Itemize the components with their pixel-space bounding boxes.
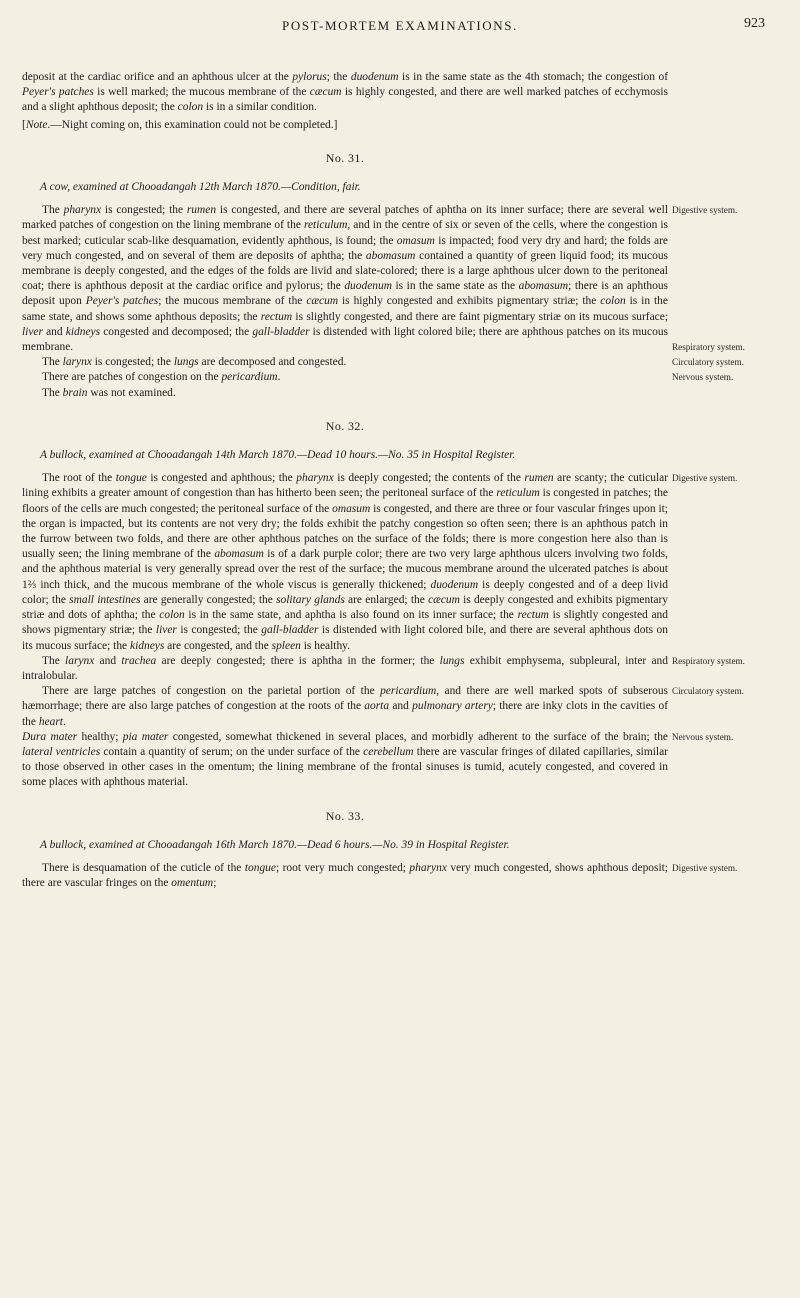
margin-note-nervous: Nervous system.	[672, 731, 734, 742]
page-number: 923	[744, 16, 765, 31]
case-31-number: No. 31.	[325, 150, 365, 165]
case-31-nervous-paragraph: The brain was not examined.	[42, 386, 176, 399]
intro-paragraph: deposit at the cardiac orifice and an aphthous ulcer at the pylorus; the duodenum is in the same state as the 4th stomach; the congestion of Peyer's patches is well marked; the mucous membrane of the cæcum is highly congested, and there are well marked patches of ecchymosis and a slight aphthous deposit; the colon is in a similar condition.	[22, 71, 668, 114]
case-32-circulatory-paragraph: There are large patches of congestion on the parietal portion of the pericardium, and there are well marked spots of subserous hæmorrhage; there are also large patches of congestion at the roots of the aorta and pulmonary artery; there are inky clots in the cavities of the heart.	[22, 685, 668, 728]
case-33-heading: A bullock, examined at Chooadangah 16th March 1870.—Dead 6 hours.—No. 39 in Hospital Register.	[40, 838, 510, 851]
margin-note-digestive: Digestive system.	[672, 205, 738, 216]
case-31-heading: A cow, examined at Chooadangah 12th March 1870.—Condition, fair.	[40, 181, 361, 194]
case-32-heading: A bullock, examined at Chooadangah 14th March 1870.—Dead 10 hours.—No. 35 in Hospital Register.	[40, 449, 516, 462]
intro-note: [Note.—Night coming on, this examination could not be completed.]	[22, 118, 338, 131]
margin-note-circulatory: Circulatory system.	[672, 686, 744, 697]
case-32-digestive-paragraph: The root of the tongue is congested and aphthous; the pharynx is deeply congested; the contents of the rumen are scanty; the cuticular lining exhibits a greater amount of congestion than has hitherto been seen; the peritoneal surface of the reticulum is congested in patches; the floors of the cells are much congested; the peritoneal surface of the omasum is congested, and there are three or four vascular fringes upon it; the organ is impacted, but its contents are not very dry; the folds exhibit the patchy congestion so often seen; there is an aphthous patch in the furrow between two folds, and there are other aphthous patches on the surface of the folds; there is more congestion here also than is usually seen; the lining membrane of the abomasum is of a dark purple color; there are two very large aphthous ulcers involving two folds, and the aphthous material is very generally spread over the rest of the surface; the mucous membrane around the ulcerated patches is about 1⅔ inch thick, and the mucous membrane of the whole viscus is generally thickened; duodenum is deeply congested and of a deep livid color; the small intestines are generally congested; the solitary glands are enlarged; the cæcum is deeply congested and exhibits pigmentary striæ and dots of aphtha; the colon is in the same state, and aphtha is also found on its inner surface; the rectum is slightly congested and shows pigmentary striæ; the liver is congested; the gall-bladder is distended with light colored bile, and there are several aphthous dots on its mucous surface; the kidneys are congested, and the spleen is healthy.	[22, 472, 669, 652]
margin-note-circulatory: Circulatory system.	[672, 357, 744, 368]
case-31-respiratory-paragraph: The larynx is congested; the lungs are decomposed and congested.	[42, 356, 347, 369]
case-32-respiratory-paragraph: The larynx and trachea are deeply congested; there is aphtha in the former; the lungs exhibit emphysema, subpleural, inter and intralobular.	[22, 654, 668, 682]
margin-note-digestive: Digestive system.	[672, 473, 738, 484]
case-31-digestive-paragraph: The pharynx is congested; the rumen is congested, and there are several patches of aphtha on its inner surface; there are several well marked patches of congestion on the lining membrane of the reticulum, and in the centre of six or seven of the cells, where the congestion is best marked; cuticular scab-like desquamation, evidently aphthous, is found; the omasum is impacted; food very dry and hard; the folds are very much congested, and on several of them are deposits of aphtha; the abomasum contained a quantity of green liquid food; its mucous membrane is deeply congested, and the edges of the folds are livid and slate-colored; there is a large aphthous ulcer down to the peritoneal coat; there is aphthous deposit at the cardiac orifice and pylorus; the duodenum is in the same state as the abomasum; there is an aphthous deposit upon Peyer's patches; the mucous membrane of the cæcum is highly congested and exhibits pigmentary striæ; the colon is in the same state, and shows some aphthous deposits; the rectum is slightly congested, and there are faint pigmentary striæ on its mucous surface; liver and kidneys congested and decomposed; the gall-bladder is distended with light colored bile; there are aphthous patches on its mucous membrane.	[22, 204, 669, 354]
body-text	[22, 70, 668, 891]
margin-note-digestive: Digestive system.	[672, 862, 738, 873]
case-33-digestive-paragraph: There is desquamation of the cuticle of the tongue; root very much congested; pharynx very much congested, shows aphthous deposit; there are vascular fringes on the omentum;	[22, 861, 668, 890]
margin-note-respiratory: Respiratory system.	[672, 342, 745, 353]
margin-note-respiratory: Respiratory system.	[672, 655, 745, 666]
margin-note-nervous: Nervous system.	[672, 372, 734, 383]
case-32-nervous-paragraph: Dura mater healthy; pia mater congested, somewhat thickened in several places, and morbidly adherent to the surface of the brain; the lateral ventricles contain a quantity of serum; on the under surface of the cerebellum there are vascular fringes of dilated capillaries, similar to those observed in other cases in the omentum; the lining membrane of the frontal sinuses is tumid, acutely congested, and covered in some places with aphthous material.	[22, 730, 668, 789]
case-32-number: No. 32.	[325, 418, 365, 433]
running-header: POST-MORTEM EXAMINATIONS.	[282, 18, 518, 33]
case-31-circulatory-paragraph: There are patches of congestion on the pericardium.	[42, 371, 281, 384]
case-33-number: No. 33.	[325, 808, 365, 823]
